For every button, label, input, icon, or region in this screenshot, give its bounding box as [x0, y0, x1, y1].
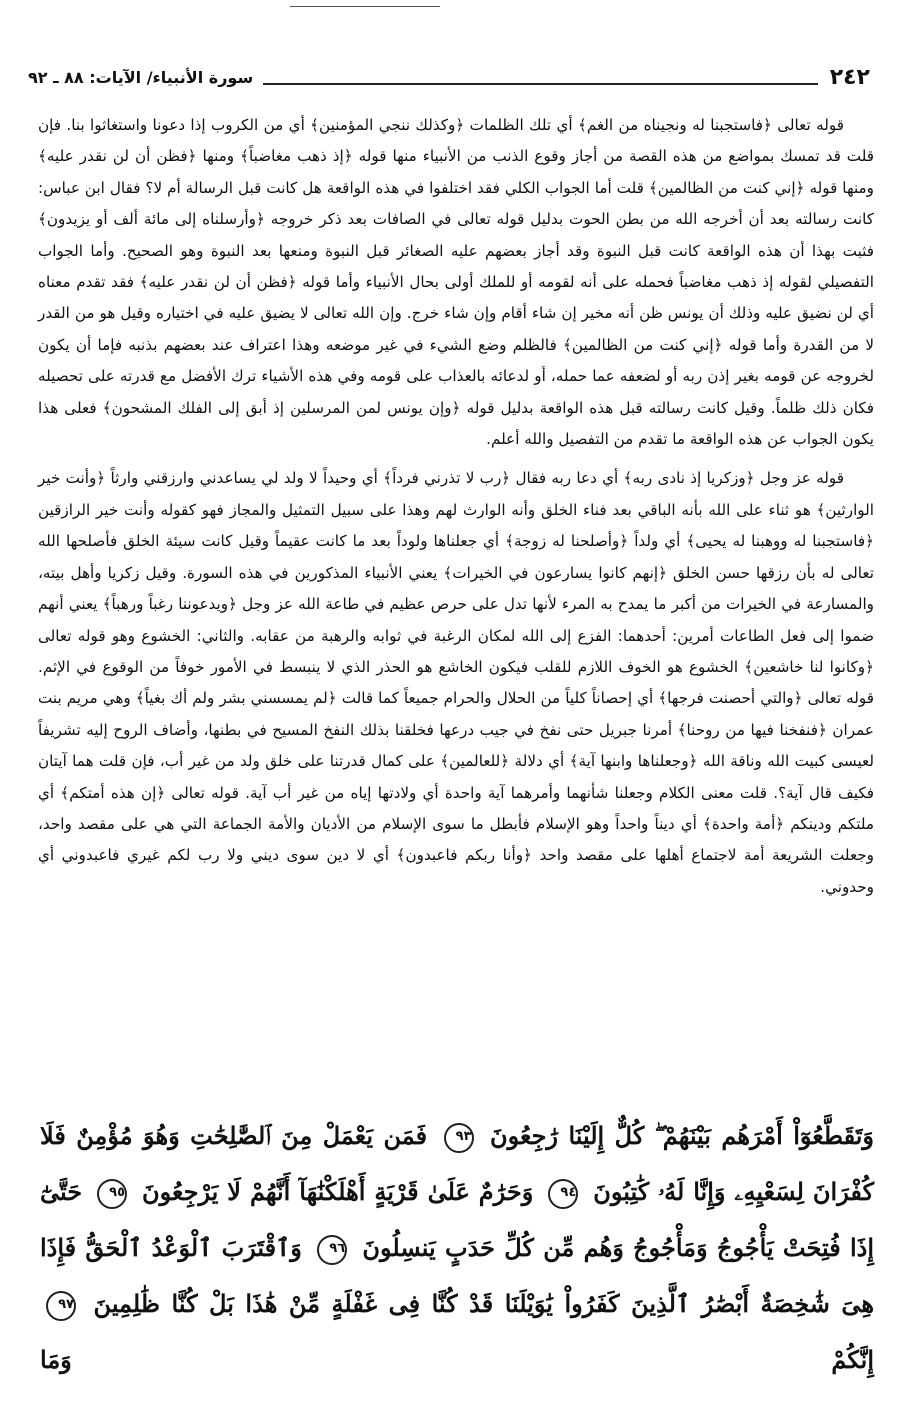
quran-verses: [40, 1108, 874, 1388]
verse-text: فَمَن يَعْمَلْ مِنَ ٱلصَّٰلِحَٰتِ وَهُوَ مُؤْمِنٌ فَلَا كُفْرَانَ لِسَعْيِهِۦ وَإِنَّا لَهُۥ كَٰتِبُونَ: [40, 1121, 875, 1206]
ayah-number-marker: ٩٤: [548, 1179, 578, 1209]
verse-text: إِنَّكُمْ وَمَا: [40, 1345, 874, 1374]
verse-text: وَحَرَٰمٌ عَلَىٰ قَرْيَةٍ أَهْلَكْنَٰهَآ أَنَّهُمْ لَا يَرْجِعُونَ: [142, 1177, 534, 1206]
verse-text: وَٱقْتَرَبَ ٱلْوَعْدُ ٱلْحَقُّ فَإِذَا هِىَ شَٰخِصَةٌ أَبْصَٰرُ ٱلَّذِينَ كَفَرُواْ يَٰوَيْلَنَا قَدْ كُنَّا فِى غَفْلَةٍ مِّنْ هَٰذَا بَلْ كُنَّا ظَٰلِمِينَ: [40, 1233, 874, 1318]
verse-text: وَتَقَطَّعُوٓاْ أَمْرَهُم بَيْنَهُمْ ۖ كُلٌّ إِلَيْنَا رَٰجِعُونَ: [489, 1121, 874, 1150]
paragraph-yunus: قوله تعالى ﴿فاستجبنا له ونجيناه من الغم﴾ أي تلك الظلمات ﴿وكذلك ننجي المؤمنين﴾ أي من الكروب إذا دعونا واستغاثوا بنا. فإن قلت قد تمسك بمواضع من هذه القصة من أجاز وقوع الذنب من الأنبياء منها قوله ﴿إذ ذهب مغاضباً﴾ ومنها ﴿فظن أن لن نقدر عليه﴾ ومنها قوله ﴿إني كنت من الظالمين﴾ قلت أما الجواب الكلي فقد اختلفوا في هذه الواقعة هل كانت قبل الرسالة أم لا؟ فقال ابن عباس: كانت رسالته بعد أن أخرجه الله من بطن الحوت بدليل قوله تعالى في الصافات بعد ذكر خروجه ﴿وأرسلناه إلى مائة ألف أو يزيدون﴾ فثبت بهذا أن هذه الواقعة كانت قبل النبوة وقد أجاز بعضهم عليه الصغائر قبل النبوة ومنعها بعد النبوة وهو الصحيح. وأما الجواب التفصيلي لقوله إذ ذهب مغاضباً فحمله على أنه لقومه أو للملك أولى بحال الأنبياء وأما قوله ﴿فظن أن لن نقدر عليه﴾ فقد تقدم معناه أي لن نضيق عليه وذلك أن يونس ظن أنه مخير إن شاء أقام وإن شاء خرج. وإن الله تعالى لا يضيق عليه في اختياره وقيل هو من القدر لا من القدرة وأما قوله ﴿إني كنت من الظالمين﴾ فالظلم وضع الشيء في غير موضعه وهذا اعتراف عند بعضهم بذنبه فإما أن يكون لخروجه عن قومه بغير إذن ربه أو لضعفه عما حمله، أو لدعائه بالعذاب على قومه وفي هذه الأشياء ترك الأفضل مع قدرته على تحصيله فكان ذلك ظلماً. وقيل كانت رسالته قبل هذه الواقعة بدليل قوله ﴿وإن يونس لمن المرسلين إذ أبق إلى الفلك المشحون﴾ فعلى هذا يكون الجواب عن هذه الواقعة ما تقدم من التفصيل والله أعلم.: [38, 116, 874, 449]
top-rule: [290, 6, 440, 7]
verse-text: حَتَّىٰٓ إِذَا فُتِحَتْ يَأْجُوجُ وَمَأْجُوجُ وَهُم مِّن كُلِّ حَدَبٍ يَنسِلُونَ: [40, 1177, 874, 1262]
ayah-number-marker: ٩٦: [317, 1235, 347, 1265]
running-title: سورة الأنبياء/ الآيات: ٨٨ ـ ٩٢: [28, 67, 254, 87]
page-header: [28, 60, 870, 94]
ayah-number-marker: ٩٧: [46, 1291, 76, 1321]
commentary-text: [38, 110, 874, 911]
header-rule: [263, 83, 818, 85]
page-number: ٢٤٢: [829, 64, 870, 90]
ayah-number-marker: ٩٥: [97, 1179, 127, 1209]
ayah-number-marker: ٩٣: [444, 1123, 474, 1153]
paragraph-zakariya: قوله عز وجل ﴿وزكريا إذ نادى ربه﴾ أي دعا ربه فقال ﴿رب لا تذرني فرداً﴾ أي وحيداً لا ولد لي يساعدني وارزقني وارثاً ﴿وأنت خير الوارثين﴾ هو ثناء على الله بأنه الباقي بعد فناء الخلق وأنه الوارث لهم وهذا على سبيل التمثيل والمجاز فهو كقوله وأنت خير الرازقين ﴿فاستجبنا له ووهبنا له يحيى﴾ أي ولداً ﴿وأصلحنا له زوجة﴾ أي جعلناها ولوداً بعد ما كانت عقيماً وقيل كانت سيئة الخلق فأصلحها الله تعالى له بأن رزقها حسن الخلق ﴿إنهم كانوا يسارعون في الخيرات﴾ يعني الأنبياء المذكورين في هذه السورة. وقيل زكريا وأهل بيته، والمسارعة في الخيرات من أكبر ما يمدح به المرء لأنها تدل على حرص عظيم في طاعة الله عز وجل ﴿ويدعوننا رغباً ورهباً﴾ يعني أنهم ضموا إلى فعل الطاعات أمرين: أحدهما: الفزع إلى الله لمكان الرغبة في ثوابه والرهبة من عقابه. والثاني: الخشوع وهو قوله تعالى ﴿وكانوا لنا خاشعين﴾ الخشوع هو الخوف اللازم للقلب فيكون الخاشع هو الحذر الذي لا ينبسط في الأمور خوفاً من الوقوع في الإثم. قوله تعالى ﴿والتي أحصنت فرجها﴾ أي إحصاناً كلياً من الحلال والحرام جميعاً كما قالت ﴿لم يمسسني بشر ولم أك بغياً﴾ وهي مريم بنت عمران ﴿فنفخنا فيها من روحنا﴾ أمرنا جبريل حتى نفخ في جيب درعها فخلقنا بذلك النفخ المسيح في بطنها، وأضاف الروح إليه تشريفاً لعيسى كبيت الله وناقة الله ﴿وجعلناها وابنها آية﴾ أي دلالة ﴿للعالمين﴾ على كمال قدرتنا على خلق ولد من غير أب، فإن قلت هما آيتان فكيف قال آية؟. قلت معنى الكلام وجعلنا شأنهما وأمرهما آية واحدة أي ولادتها إياه من غير أب آية. قوله تعالى ﴿إن هذه أمتكم﴾ أي ملتكم ودينكم ﴿أمة واحدة﴾ أي ديناً واحداً وهو الإسلام فأبطل ما سوى الإسلام من الأديان والأمة الجماعة التي هي على مقصد واحد، وجعلت الشريعة أمة لاجتماع أهلها على مقصد واحد ﴿وأنا ربكم فاعبدون﴾ أي لا دين سوى ديني ولا رب لكم غيري فاعبدوني أي وحدوني.: [38, 469, 874, 896]
